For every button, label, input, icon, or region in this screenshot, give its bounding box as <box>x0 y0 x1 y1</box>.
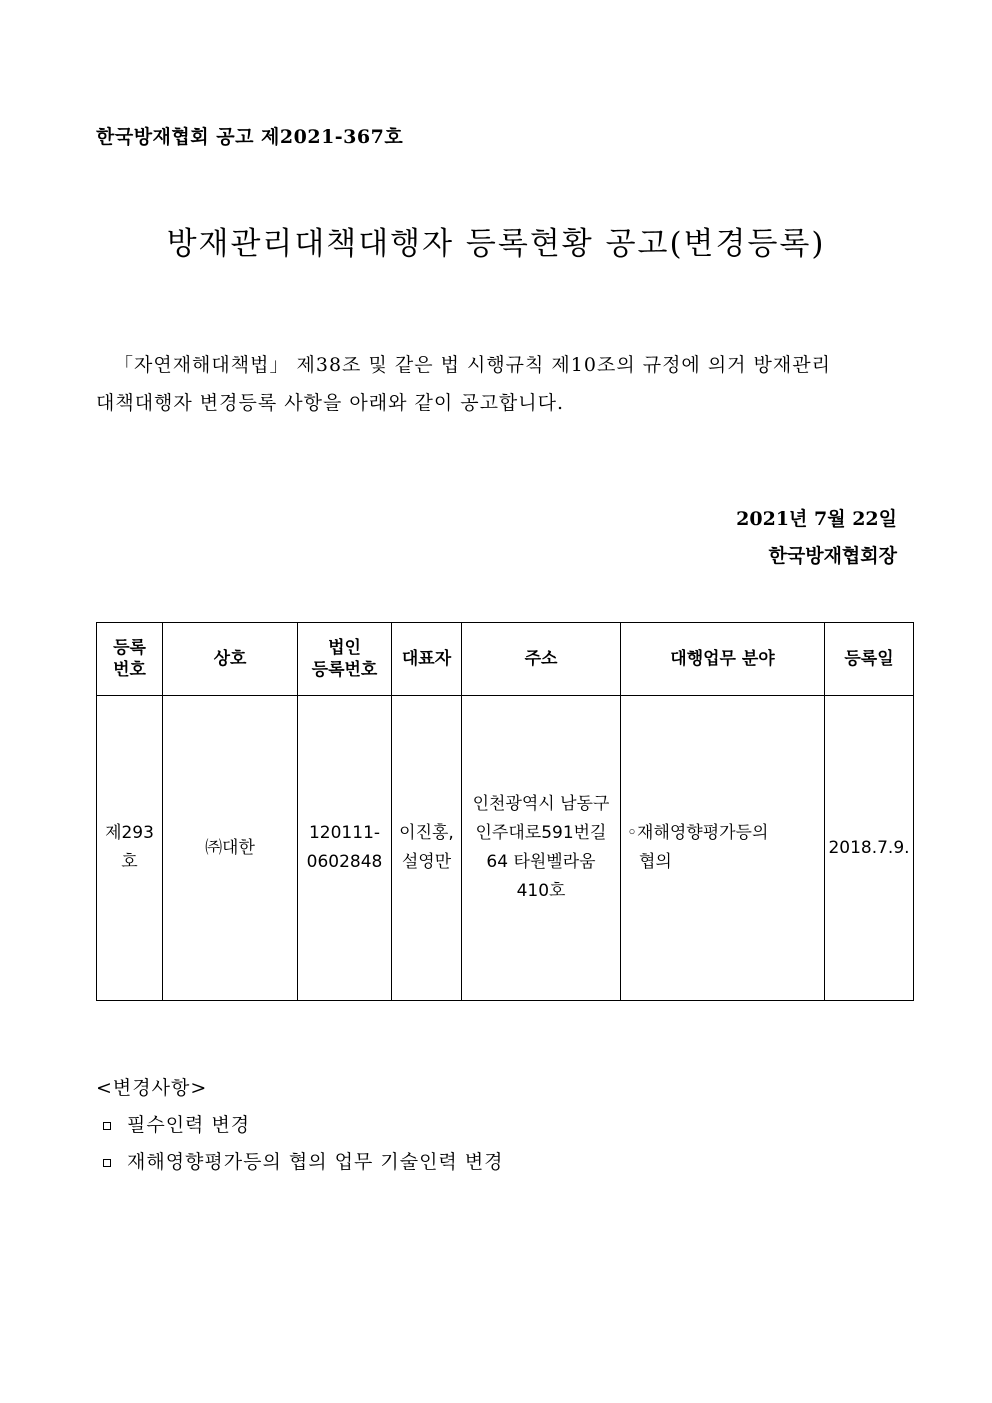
header-corp-no-line-2: 등록번호 <box>311 660 378 680</box>
changes-section <box>96 1070 504 1181</box>
cell-field-line-1: ◦재해영향평가등의 <box>627 823 769 843</box>
cell-address-line-4: 410호 <box>516 881 566 901</box>
cell-reg-date: 2018.7.9. <box>825 696 914 1001</box>
notice-body-line-1: 「자연재해대책법」 제38조 및 같은 법 시행규칙 제10조의 규정에 의거 방재관리 <box>114 354 831 376</box>
changes-heading: <변경사항> <box>96 1077 208 1099</box>
cell-corp-no-line-2: 0602848 <box>306 852 383 872</box>
square-bullet-icon <box>103 1122 111 1130</box>
registry-table <box>96 622 914 1001</box>
cell-address-line-1: 인천광역시 남동구 <box>472 794 610 814</box>
notice-body <box>96 346 906 422</box>
cell-representative-line-1: 이진홍, <box>399 823 454 843</box>
cell-address-line-3: 64 타원벨라움 <box>486 852 596 872</box>
cell-field-line-2: 협의 <box>639 852 672 872</box>
notice-number: 한국방재협회 공고 제2021-367호 <box>96 126 404 148</box>
header-field: 대행업무 분야 <box>621 623 825 696</box>
cell-representative-line-2: 설영만 <box>401 852 452 872</box>
cell-address-line-2: 인주대로591번길 <box>475 823 607 843</box>
cell-representative <box>392 696 462 1001</box>
header-reg-no-line-2: 번호 <box>113 660 146 680</box>
cell-corp-no <box>298 696 392 1001</box>
header-address: 주소 <box>462 623 621 696</box>
notice-issuer: 한국방재협회장 <box>768 545 897 567</box>
list-item <box>96 1144 504 1181</box>
cell-reg-no: 제293호 <box>97 696 163 1001</box>
header-company: 상호 <box>163 623 298 696</box>
cell-company: ㈜대한 <box>163 696 298 1001</box>
cell-corp-no-line-1: 120111- <box>308 823 381 843</box>
document-title: 방재관리대책대행자 등록현황 공고(변경등록) <box>166 226 826 262</box>
cell-address <box>462 696 621 1001</box>
cell-field <box>621 696 825 1001</box>
table-header-row <box>97 623 914 696</box>
header-corp-no-line-1: 법인 <box>328 638 361 658</box>
change-item-text: 재해영향평가등의 협의 업무 기술인력 변경 <box>127 1151 504 1173</box>
notice-body-line-2: 대책대행자 변경등록 사항을 아래와 같이 공고합니다. <box>96 392 565 414</box>
header-corp-no <box>298 623 392 696</box>
list-item <box>96 1107 504 1144</box>
header-reg-date: 등록일 <box>825 623 914 696</box>
square-bullet-icon <box>103 1159 111 1167</box>
header-representative: 대표자 <box>392 623 462 696</box>
header-reg-no-line-1: 등록 <box>113 638 146 658</box>
notice-date: 2021년 7월 22일 <box>736 508 897 530</box>
change-item-text: 필수인력 변경 <box>127 1114 251 1136</box>
table-row <box>97 696 914 1001</box>
header-reg-no <box>97 623 163 696</box>
